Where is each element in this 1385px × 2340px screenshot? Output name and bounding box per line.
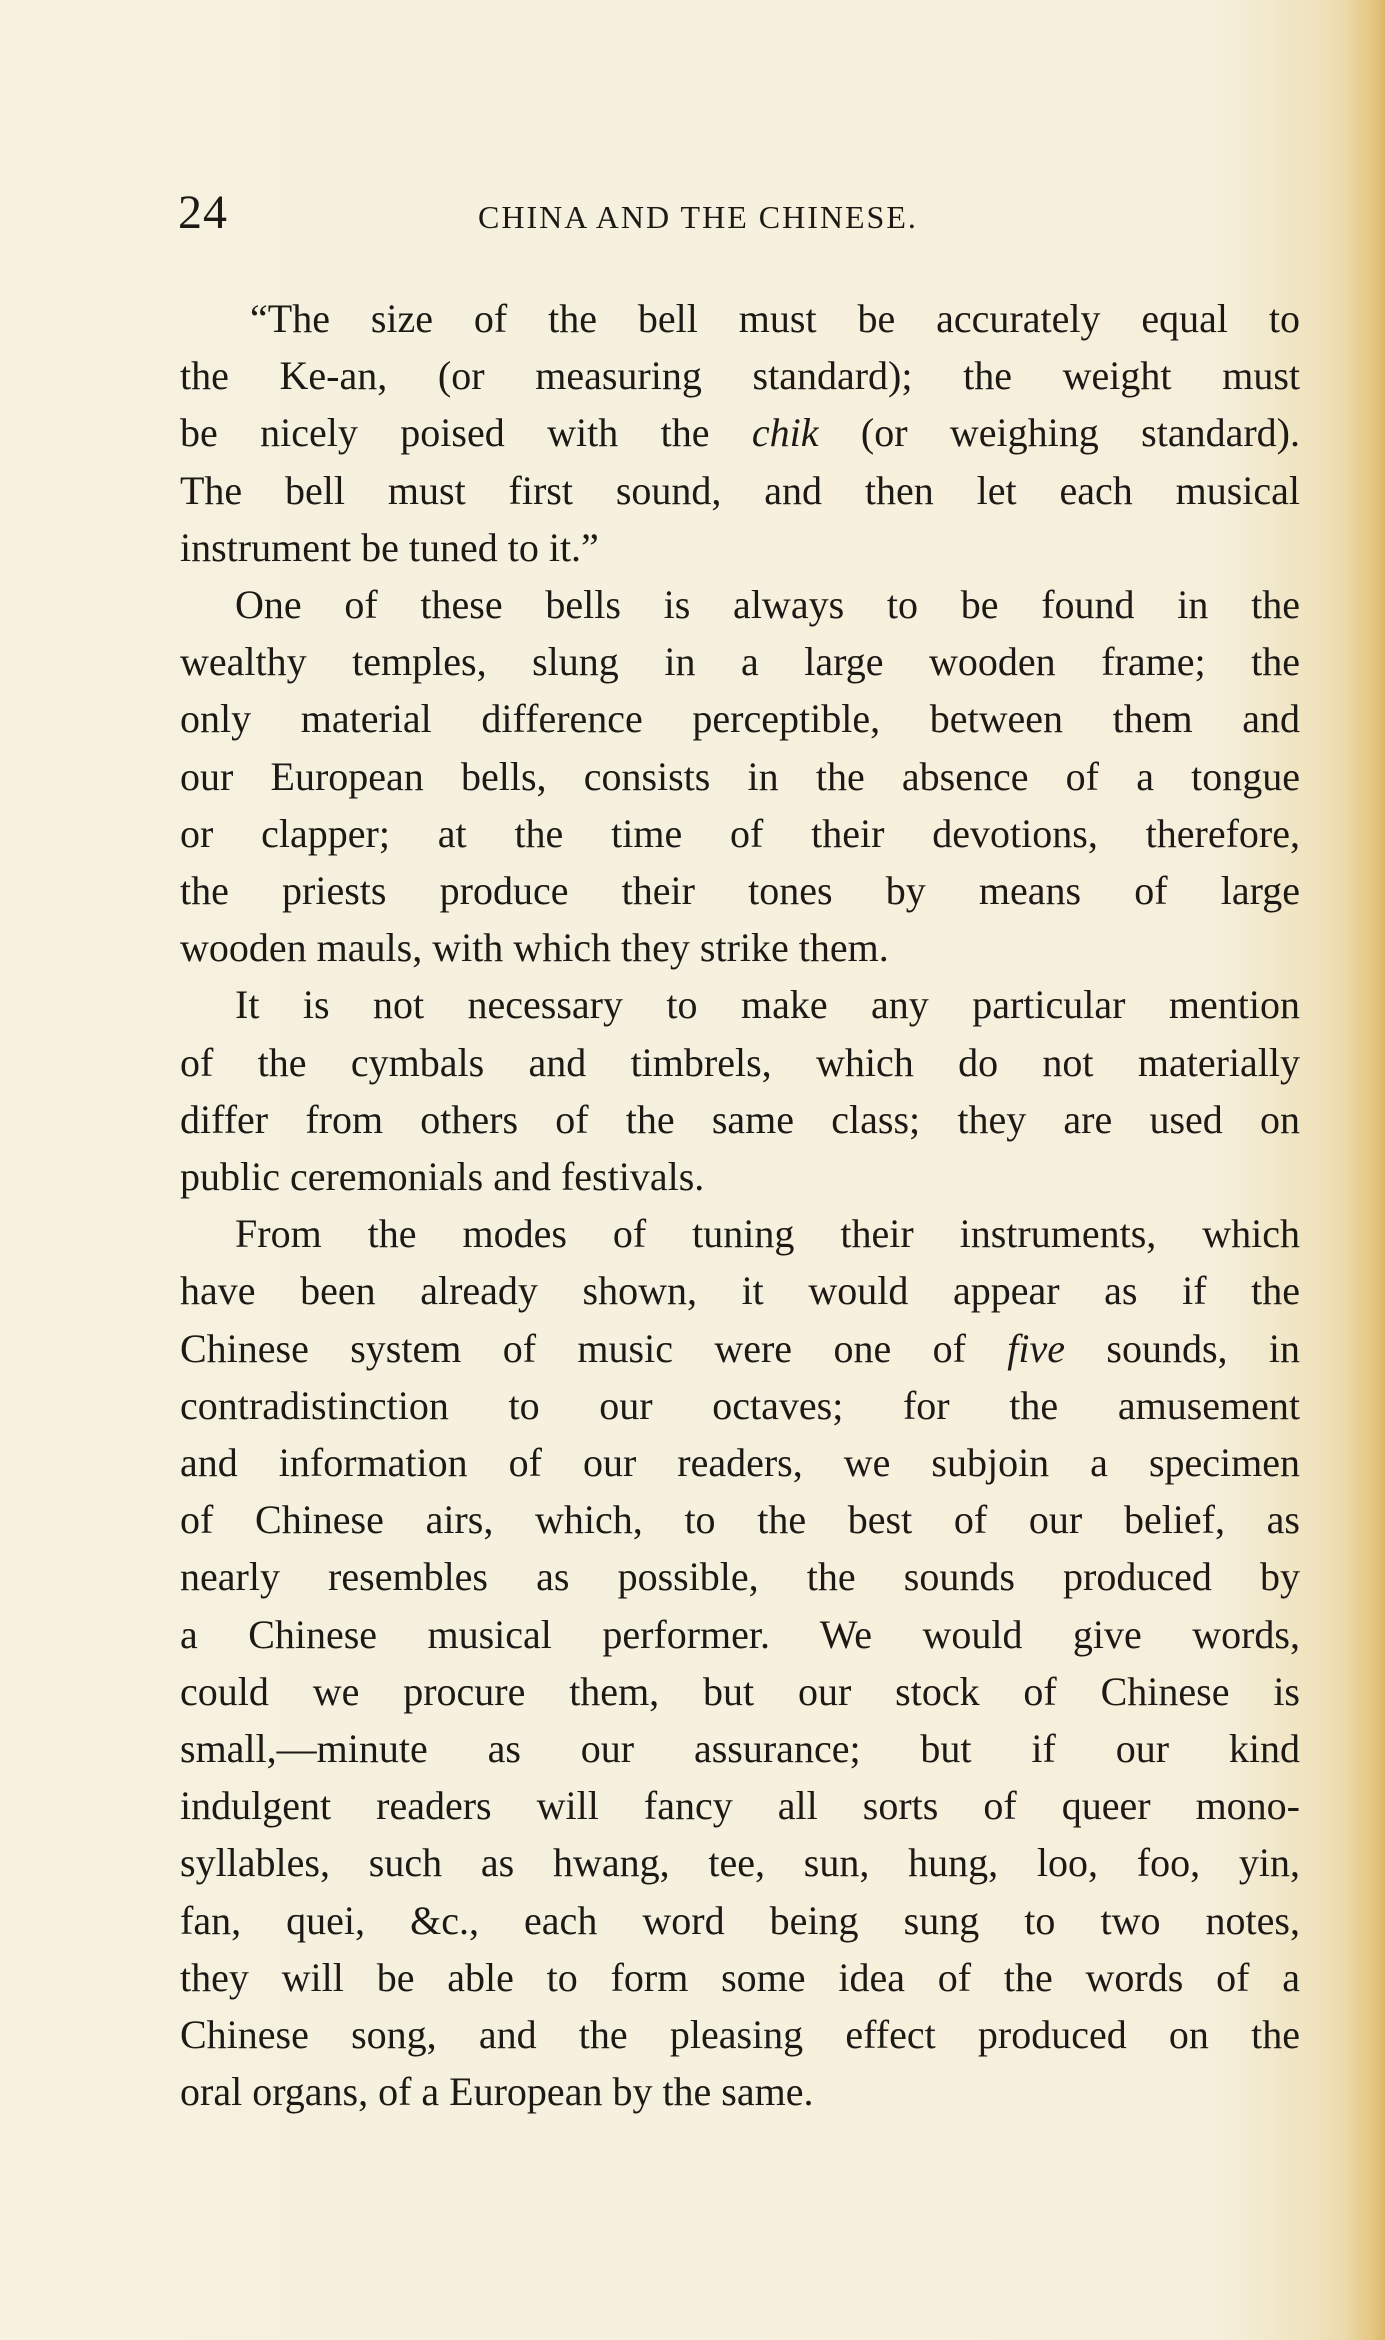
text-line: indulgent readers will fancy all sorts of queer mono- [180,1783,1300,1829]
text-line: only material difference perceptible, between them and [180,696,1300,742]
italic-term: five [1007,1325,1065,1371]
text-line: “The size of the bell must be accurately equal to [250,296,1300,341]
running-head: CHINA AND THE CHINESE. [478,199,918,235]
text-line: the priests produce their tones by means of large [180,868,1300,914]
text-line: The bell must first sound, and then let each musical [180,467,1300,513]
text-line: wealthy temples, slung in a large wooden frame; the [180,639,1300,685]
text-line: they will be able to form some idea of the words of a [180,1954,1300,2000]
text-line: oral organs, of a European by the same. [180,2069,814,2115]
text-segment: sounds, in [1106,1325,1300,1371]
text-line: From the modes of tuning their instruments, which [235,1211,1300,1257]
text-line: and information of our readers, we subjoin a specimen [180,1440,1300,1486]
text-line: It is not necessary to make any particular mention [235,982,1300,1028]
text-line: a Chinese musical performer. We would give words, [180,1611,1300,1657]
text-segment: (or weighing standard). [860,410,1300,456]
text-line: or clapper; at the time of their devotions, therefore, [180,810,1300,856]
text-line [180,404,1300,461]
body-text [180,290,1300,2121]
text-segment: be nicely poised with the [180,410,710,456]
text-line: of the cymbals and timbrels, which do not materially [180,1039,1300,1085]
italic-term: chik [751,410,819,456]
page-header [178,185,1158,255]
text-line: the Ke-an, (or measuring standard); the weight must [180,353,1300,399]
text-line: One of these bells is always to be found in the [235,582,1300,628]
text-line [180,1320,1300,1377]
text-line: of Chinese airs, which, to the best of our belief, as [180,1497,1300,1543]
text-segment: Chinese system of music were one of [180,1325,966,1371]
text-line: fan, quei, &c., each word being sung to two notes, [180,1897,1300,1943]
text-line: syllables, such as hwang, tee, sun, hung, loo, foo, yin, [180,1840,1300,1886]
text-line: public ceremonials and festivals. [180,1154,705,1200]
text-line: could we procure them, but our stock of Chinese is [180,1668,1300,1714]
text-line: have been already shown, it would appear as if the [180,1268,1300,1314]
text-line: small,—minute as our assurance; but if our kind [180,1726,1300,1772]
text-line: contradistinction to our octaves; for the amusement [180,1382,1300,1428]
text-line: nearly resembles as possible, the sounds produced by [180,1554,1300,1600]
text-line: instrument be tuned to it.” [180,524,599,570]
text-line: differ from others of the same class; they are used on [180,1096,1300,1142]
text-line: Chinese song, and the pleasing effect produced on the [180,2012,1300,2058]
page-edge-stain [1345,0,1385,2340]
page-number: 24 [178,186,228,239]
text-line: our European bells, consists in the absence of a tongue [180,753,1300,799]
text-line: wooden mauls, with which they strike them. [180,925,889,971]
